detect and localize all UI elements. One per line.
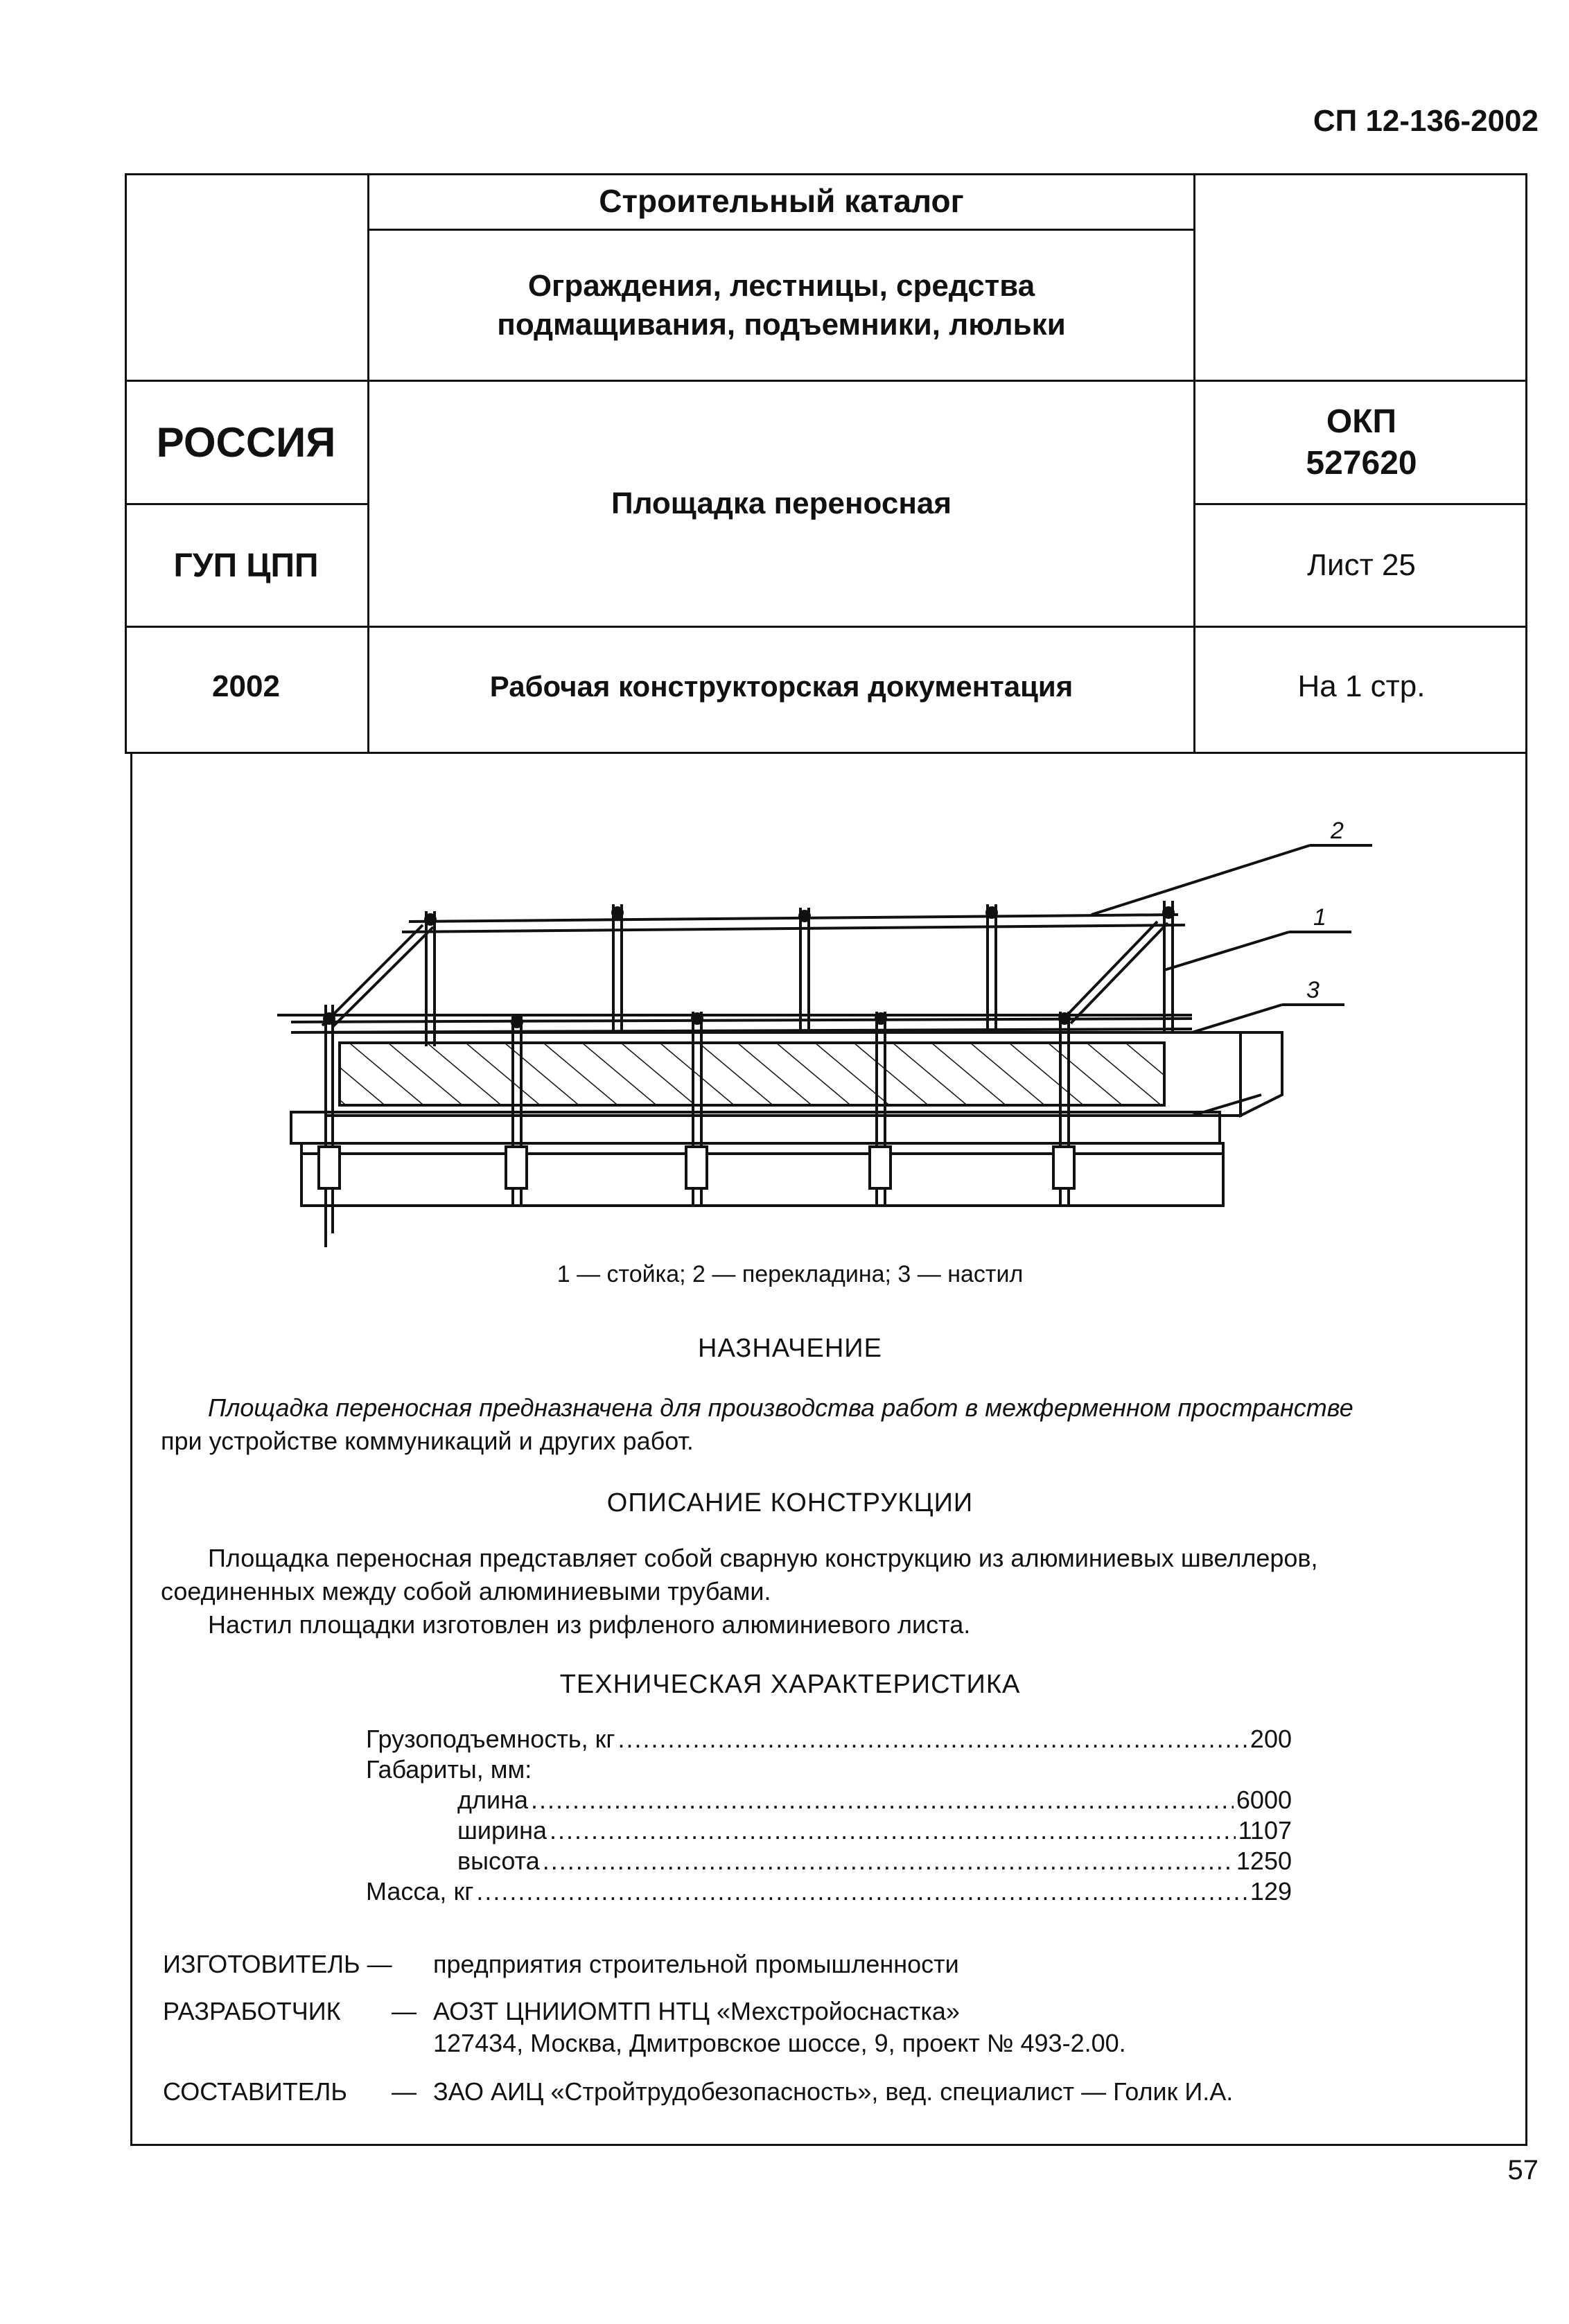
spec-value: 1107 [1238, 1816, 1292, 1845]
year-label: 2002 [212, 669, 280, 703]
okp-block [1195, 382, 1527, 503]
purpose-line: Площадка переносная предназначена для производства работ в межферменном пространстве [208, 1393, 1353, 1422]
manufacturer-label: ИЗГОТОВИТЕЛЬ — [163, 1950, 392, 1978]
spec-row-capacity [366, 1724, 1292, 1754]
country-label: РОССИЯ [156, 419, 336, 466]
page-number: 57 [1507, 2155, 1539, 2185]
leader-dots [531, 1785, 1234, 1815]
sheet-label: Лист 25 [1307, 548, 1416, 582]
specs-heading: ТЕХНИЧЕСКАЯ ХАРАКТЕРИСТИКА [559, 1670, 1021, 1699]
spec-value: 200 [1250, 1725, 1292, 1753]
product-name: Площадка переносная [611, 486, 952, 520]
design-heading: ОПИСАНИЕ КОНСТРУКЦИИ [606, 1488, 974, 1517]
leader-dots [476, 1876, 1247, 1907]
organization-label: ГУП ЦПП [173, 547, 319, 584]
leader-dots [550, 1815, 1236, 1846]
callout-2: 2 [1331, 818, 1344, 844]
spec-value: 6000 [1236, 1786, 1292, 1814]
spec-label: длина [457, 1786, 529, 1814]
purpose-line: при устройстве коммуникаций и других работ. [161, 1427, 694, 1455]
spec-row-dimensions [366, 1754, 532, 1785]
doc-type: Рабочая конструкторская документация [489, 670, 1073, 703]
compiler-dash: — [392, 2077, 417, 2106]
spec-value: 129 [1250, 1877, 1292, 1905]
callout-1: 1 [1313, 904, 1326, 931]
spec-row-height [457, 1846, 1292, 1876]
manufacturer-value: предприятия строительной промышленности [433, 1950, 959, 1978]
developer-dash: — [392, 1997, 417, 2025]
developer-label: РАЗРАБОТЧИК [163, 1997, 341, 2025]
developer-line: 127434, Москва, Дмитровское шоссе, 9, проект № 493-2.00. [433, 2029, 1126, 2057]
section-title [369, 231, 1193, 380]
design-line: Настил площадки изготовлен из рифленого алюминиевого листа. [208, 1610, 971, 1639]
spec-label: Масса, кг [366, 1877, 474, 1905]
okp-label: ОКП [1326, 403, 1397, 440]
design-line: соединенных между собой алюминиевыми трубами. [161, 1577, 771, 1605]
document-code: СП 12-136-2002 [1313, 104, 1539, 138]
spec-label: Грузоподъемность, кг [366, 1725, 615, 1753]
drawing-caption: 1 — стойка; 2 — перекладина; 3 — настил [556, 1261, 1024, 1287]
callout-3: 3 [1306, 977, 1320, 1003]
design-line: Площадка переносная представляет собой сварную конструкцию из алюминиевых швеллеров, [208, 1544, 1318, 1572]
spec-value: 1250 [1236, 1847, 1292, 1875]
catalog-title: Строительный каталог [599, 183, 964, 219]
leader-dots [617, 1724, 1247, 1754]
spec-row-length [457, 1785, 1292, 1815]
compiler-value: ЗАО АИЦ «Стройтрудобезопасность», вед. специалист — Голик И.А. [433, 2077, 1234, 2106]
spec-label: Габариты, мм: [366, 1755, 532, 1784]
pages-label: На 1 стр. [1297, 669, 1426, 703]
section-title-line: подмащивания, подъемники, люльки [497, 307, 1066, 342]
section-title-line: Ограждения, лестницы, средства [527, 268, 1035, 303]
spec-label: высота [457, 1847, 540, 1875]
compiler-label: СОСТАВИТЕЛЬ [163, 2077, 347, 2106]
spec-row-mass [366, 1876, 1292, 1907]
spec-row-width [457, 1815, 1292, 1846]
leader-dots [543, 1846, 1234, 1876]
okp-code: 527620 [1306, 444, 1417, 482]
platform-drawing [263, 776, 1400, 1275]
purpose-heading: НАЗНАЧЕНИЕ [698, 1334, 882, 1363]
developer-line: АОЗТ ЦНИИОМТП НТЦ «Мехстройоснастка» [433, 1997, 960, 2025]
spec-label: ширина [457, 1816, 547, 1845]
